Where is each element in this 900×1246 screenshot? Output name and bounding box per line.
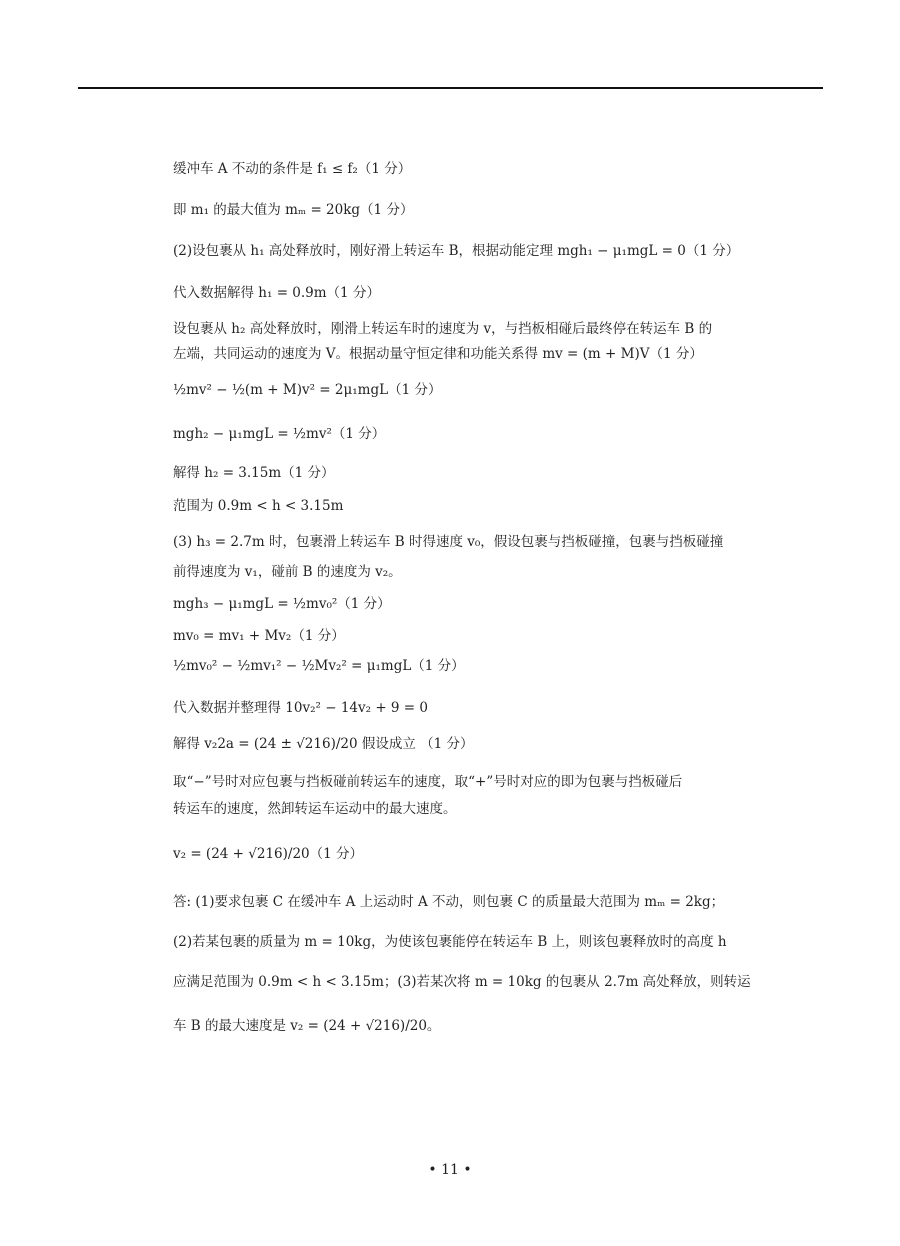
equation-line: v₂ = (24 + √216)/20（1 分） (173, 846, 364, 862)
text-line: 答: (1)要求包裹 C 在缓冲车 A 上运动时 A 不动，则包裹 C 的质量最大范围为 mₘ = 2kg； (173, 894, 725, 910)
text-line: 车 B 的最大速度是 v₂ = (24 + √216)/20。 (173, 1018, 441, 1034)
equation-line: mgh₂ − μ₁mgL = ½mv²（1 分） (173, 426, 386, 442)
equation-line: 解得 v₂2a = (24 ± √216)/20 假设成立 （1 分） (173, 736, 474, 752)
text-line: (3) h₃ = 2.7m 时，包裹滑上转运车 B 时得速度 v₀，假设包裹与挡板碰撞，包裹与挡板碰撞 (173, 534, 724, 550)
text-line: 转运车的速度，然卸转运车运动中的最大速度。 (173, 801, 457, 817)
equation-line: mv₀ = mv₁ + Mv₂（1 分） (173, 628, 345, 644)
text-line: 代入数据并整理得 10v₂² − 14v₂ + 9 = 0 (173, 700, 428, 716)
equation-line: ½mv₀² − ½mv₁² − ½Mv₂² = μ₁mgL（1 分） (173, 658, 465, 674)
text-line: 范围为 0.9m < h < 3.15m (173, 498, 344, 514)
equation-line: ½mv² − ½(m + M)v² = 2μ₁mgL（1 分） (173, 382, 442, 398)
text-line: 左端，共同运动的速度为 V。根据动量守恒定律和功能关系得 mv = (m + M)V（1 分） (173, 346, 703, 362)
text-line: 代入数据解得 h₁ = 0.9m（1 分） (173, 285, 380, 301)
text-line: 取“−”号时对应包裹与挡板碰前转运车的速度，取“+”号时对应的即为包裹与挡板碰后 (173, 774, 683, 790)
text-line: (2)若某包裹的质量为 m = 10kg，为使该包裹能停在转运车 B 上，则该包裹释放时的高度 h (173, 934, 727, 950)
text-line: (2)设包裹从 h₁ 高处释放时，刚好滑上转运车 B，根据动能定理 mgh₁ − μ₁mgL = 0（1 分） (173, 243, 740, 259)
text-line: 应满足范围为 0.9m < h < 3.15m；(3)若某次将 m = 10kg 的包裹从 2.7m 高处释放，则转运 (173, 974, 751, 990)
page-number: • 11 • (428, 1162, 472, 1178)
text-line: 设包裹从 h₂ 高处释放时，刚滑上转运车时的速度为 v，与挡板相碰后最终停在转运车 B 的 (173, 321, 713, 337)
header-rule (78, 87, 823, 89)
text-line: 解得 h₂ = 3.15m（1 分） (173, 465, 335, 481)
equation-line: mgh₃ − μ₁mgL = ½mv₀²（1 分） (173, 596, 391, 612)
text-line: 缓冲车 A 不动的条件是 f₁ ≤ f₂（1 分） (173, 161, 412, 177)
text-line: 前得速度为 v₁，碰前 B 的速度为 v₂。 (173, 564, 402, 580)
text-line: 即 m₁ 的最大值为 mₘ = 20kg（1 分） (173, 202, 414, 218)
